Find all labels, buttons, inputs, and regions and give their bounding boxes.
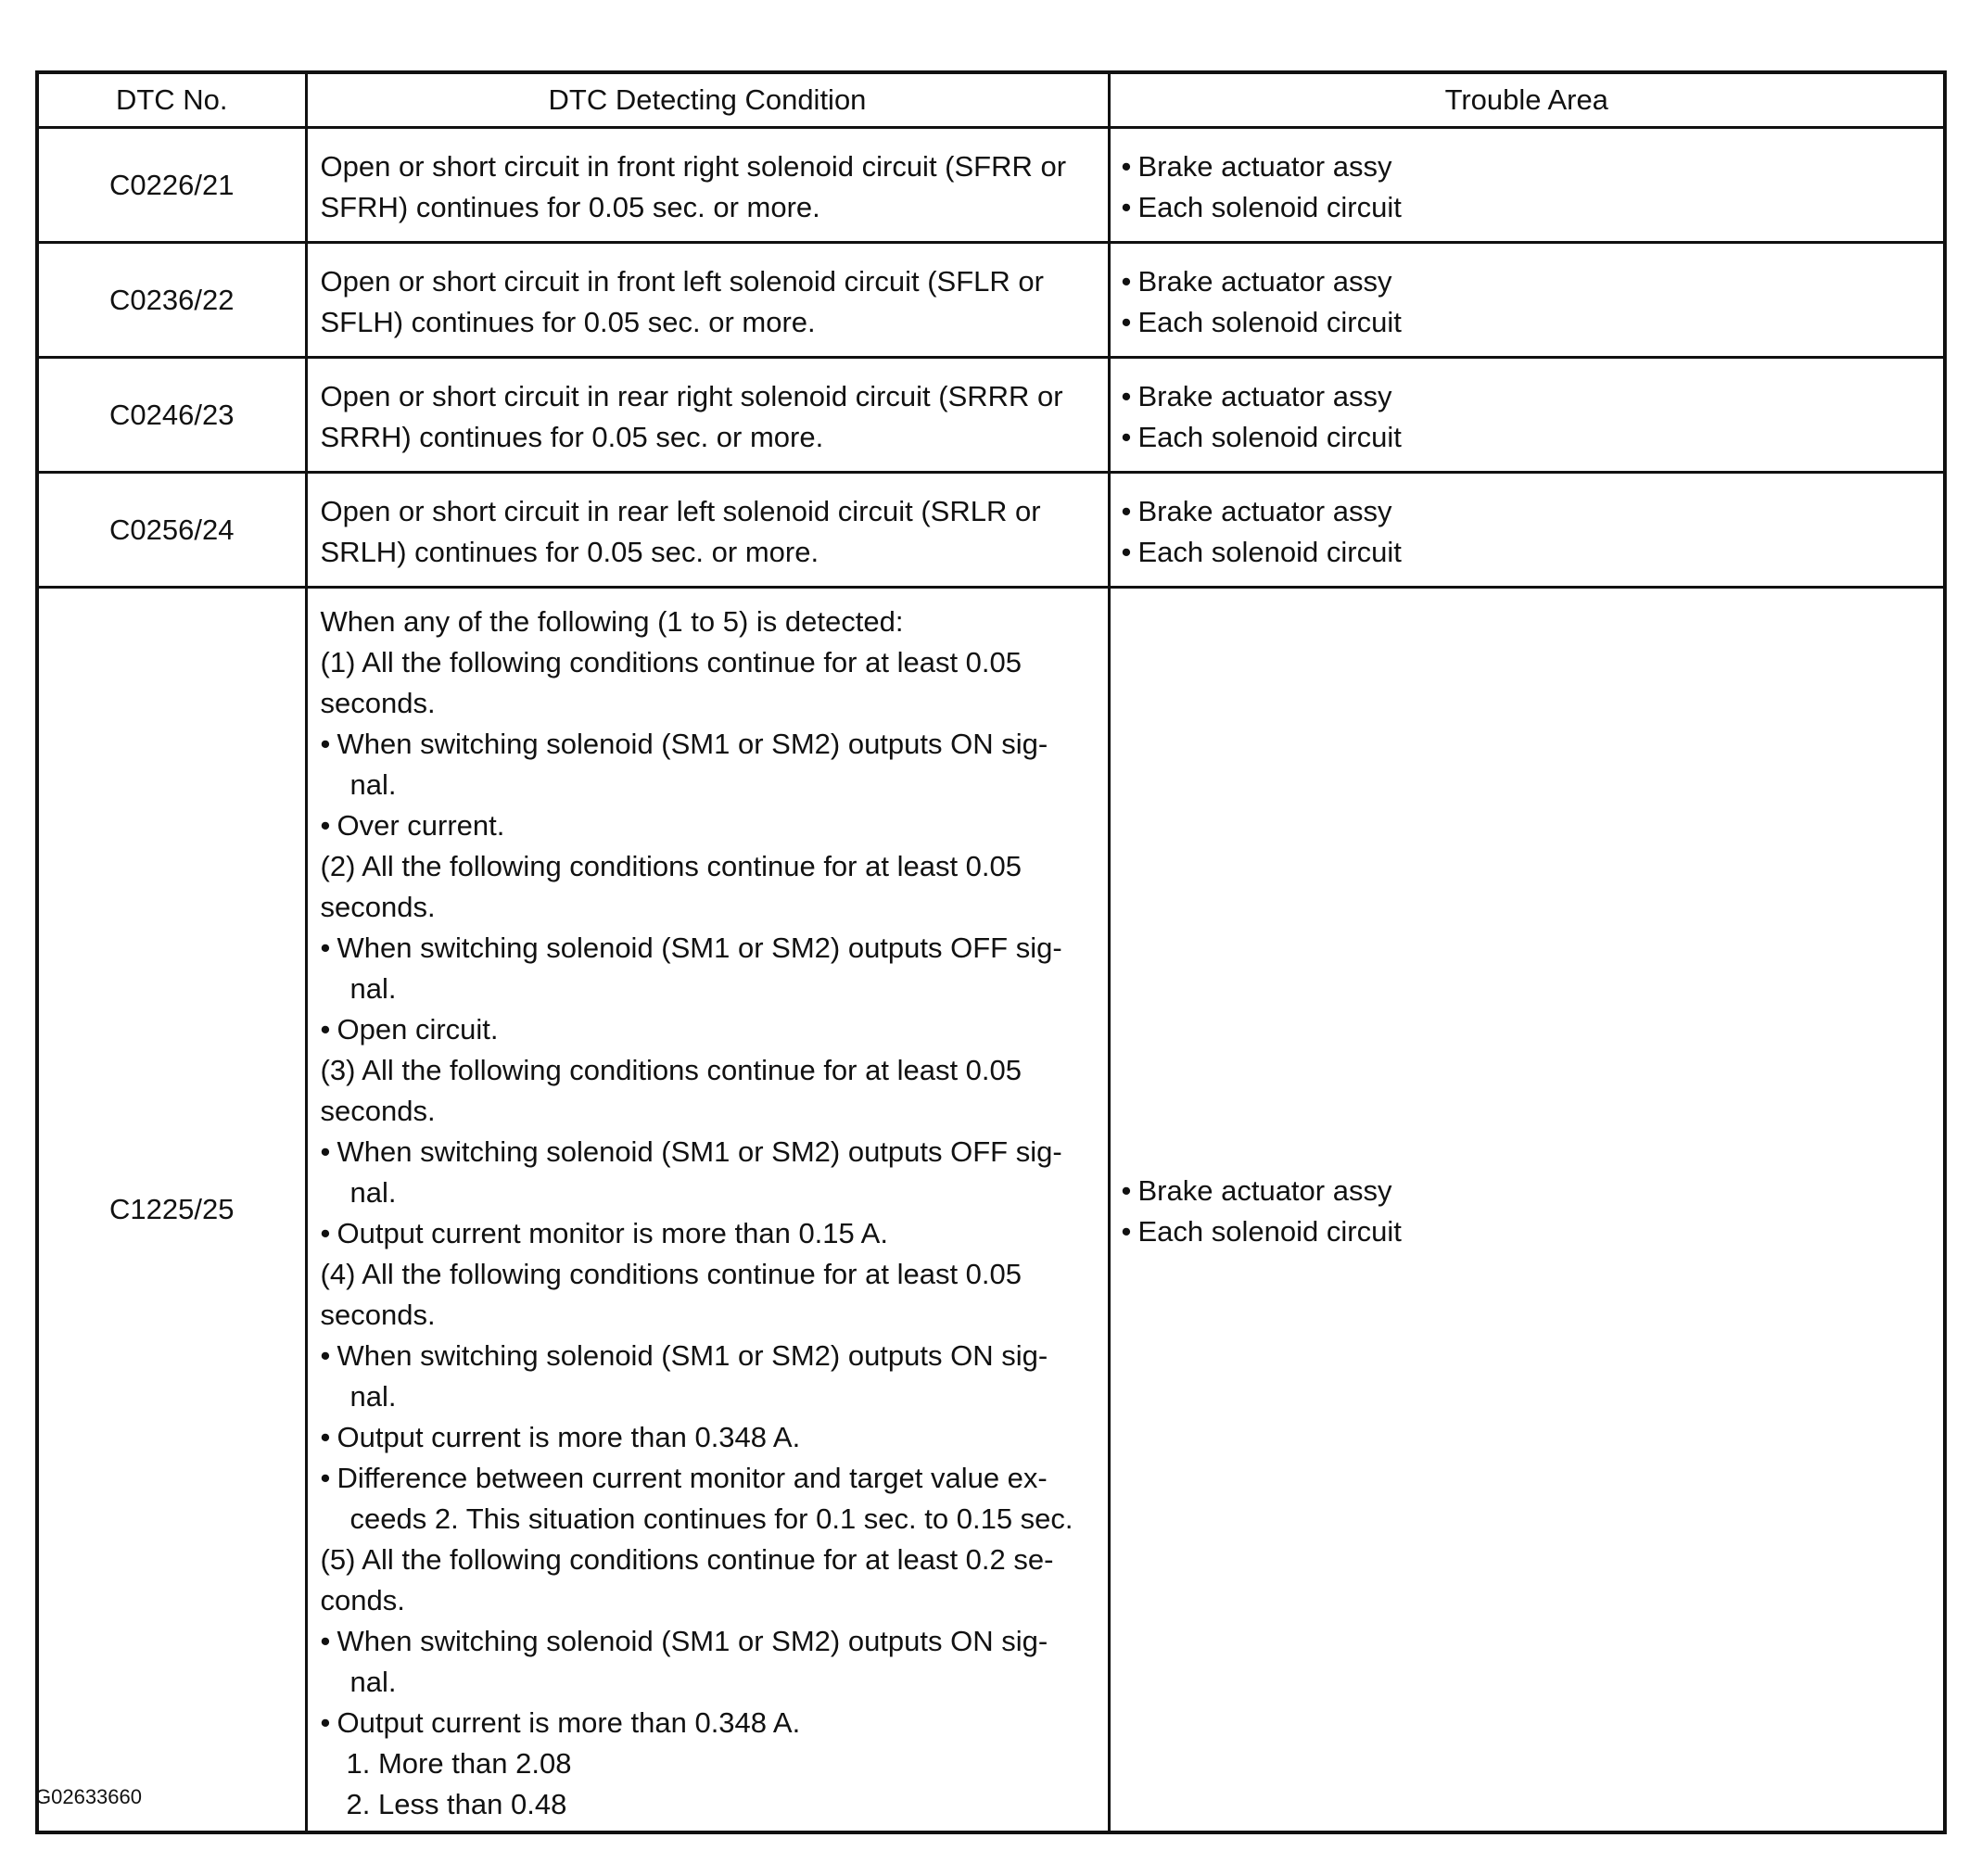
dtc-code: C0226/21 — [37, 128, 306, 243]
trouble-area-item: • Brake actuator assy — [1122, 376, 1933, 417]
condition-line: SFRH) continues for 0.05 sec. or more. — [320, 190, 820, 223]
condition-line: (1) All the following conditions continue for at least 0.05 — [320, 646, 1023, 678]
trouble-area-item: • Brake actuator assy — [1122, 146, 1933, 187]
figure-id: G02633660 — [35, 1785, 142, 1808]
condition-line: seconds. — [320, 891, 436, 923]
condition-line: conds. — [320, 1584, 405, 1616]
trouble-area-item: • Each solenoid circuit — [1122, 532, 1933, 573]
trouble-area-item: • Each solenoid circuit — [1122, 302, 1933, 343]
trouble-area-item: • Each solenoid circuit — [1122, 187, 1933, 228]
condition-bullet: • When switching solenoid (SM1 or SM2) outputs ON sig- — [321, 724, 1095, 765]
trouble-area-item: • Brake actuator assy — [1122, 1171, 1933, 1211]
condition-line: (4) All the following conditions continue for at least 0.05 — [320, 1258, 1023, 1290]
dtc-code: C0256/24 — [37, 473, 306, 588]
condition-line: seconds. — [320, 687, 436, 719]
condition-bullet: • Open circuit. — [321, 1009, 1095, 1050]
table-row — [37, 473, 1945, 588]
condition-continuation: nal. — [349, 1176, 397, 1209]
trouble-area-item: • Each solenoid circuit — [1122, 1211, 1933, 1252]
condition-line: seconds. — [320, 1299, 436, 1331]
condition-line: Open or short circuit in rear left solenoid circuit (SRLR or — [320, 494, 1041, 527]
condition-line: Open or short circuit in front left solenoid circuit (SFLR or — [320, 264, 1044, 298]
dtc-table-container — [35, 70, 1943, 1834]
dtc-code: C0246/23 — [37, 358, 306, 473]
condition-line: (3) All the following conditions continue for at least 0.05 — [320, 1054, 1023, 1086]
trouble-area-item: • Brake actuator assy — [1122, 261, 1933, 302]
condition-line: SRRH) continues for 0.05 sec. or more. — [320, 420, 824, 453]
condition-continuation: nal. — [349, 972, 397, 1005]
trouble-area — [1109, 243, 1945, 358]
table-row — [37, 128, 1945, 243]
condition-subitem: 2. Less than 0.48 — [346, 1788, 567, 1820]
dtc-code: C1225/25 — [37, 588, 306, 1833]
condition-bullet: • Output current is more than 0.348 A. — [321, 1703, 1095, 1743]
condition-continuation: nal. — [349, 768, 397, 801]
dtc-table — [35, 70, 1947, 1834]
condition-line: (2) All the following conditions continue for at least 0.05 — [320, 850, 1023, 882]
trouble-area-item: • Brake actuator assy — [1122, 491, 1933, 532]
condition-bullet: • Output current monitor is more than 0.15 A. — [321, 1213, 1095, 1254]
condition-line: Open or short circuit in rear right solenoid circuit (SRRR or — [320, 379, 1063, 412]
header-detecting-condition: DTC Detecting Condition — [306, 72, 1109, 128]
condition-continuation: ceeds 2. This situation continues for 0.1 sec. to 0.15 sec. — [349, 1502, 1073, 1535]
condition-line: (5) All the following conditions continue for at least 0.2 se- — [320, 1543, 1054, 1576]
condition-line: SRLH) continues for 0.05 sec. or more. — [320, 535, 819, 568]
condition-line: SFLH) continues for 0.05 sec. or more. — [320, 305, 816, 338]
condition-bullet: • When switching solenoid (SM1 or SM2) outputs OFF sig- — [321, 928, 1095, 969]
header-dtc-no: DTC No. — [37, 72, 306, 128]
condition-continuation: nal. — [349, 1666, 397, 1698]
table-row — [37, 243, 1945, 358]
dtc-code: C0236/22 — [37, 243, 306, 358]
trouble-area — [1109, 588, 1945, 1833]
condition-continuation: nal. — [349, 1380, 397, 1413]
condition-bullet: • When switching solenoid (SM1 or SM2) outputs ON sig- — [321, 1336, 1095, 1376]
condition-bullet: • Over current. — [321, 805, 1095, 846]
detecting-condition — [306, 358, 1109, 473]
condition-bullet: • Difference between current monitor and target value ex- — [321, 1458, 1095, 1499]
trouble-area — [1109, 473, 1945, 588]
detecting-condition — [306, 473, 1109, 588]
trouble-area — [1109, 128, 1945, 243]
condition-bullet: • When switching solenoid (SM1 or SM2) outputs ON sig- — [321, 1621, 1095, 1662]
condition-bullet: • When switching solenoid (SM1 or SM2) outputs OFF sig- — [321, 1132, 1095, 1172]
condition-line: Open or short circuit in front right solenoid circuit (SFRR or — [320, 149, 1067, 183]
header-trouble-area: Trouble Area — [1109, 72, 1945, 128]
trouble-area — [1109, 358, 1945, 473]
condition-subitem: 1. More than 2.08 — [346, 1747, 572, 1780]
trouble-area-item: • Each solenoid circuit — [1122, 417, 1933, 458]
table-row — [37, 588, 1945, 1833]
condition-line: seconds. — [320, 1095, 436, 1127]
detecting-condition — [306, 128, 1109, 243]
table-row — [37, 358, 1945, 473]
detecting-condition — [306, 588, 1109, 1833]
condition-bullet: • Output current is more than 0.348 A. — [321, 1417, 1095, 1458]
detecting-condition — [306, 243, 1109, 358]
condition-line: When any of the following (1 to 5) is detected: — [320, 605, 904, 638]
header-row — [37, 72, 1945, 128]
